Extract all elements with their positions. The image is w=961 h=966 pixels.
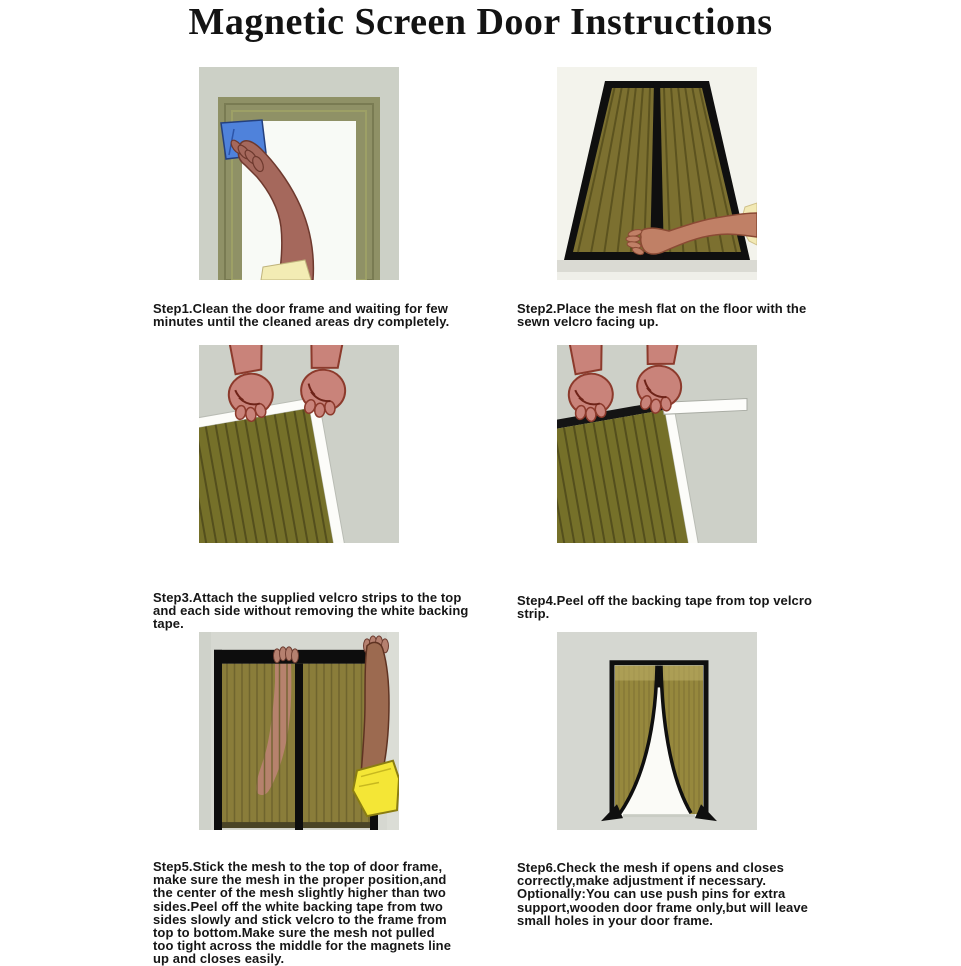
step5-caption: Step5.Stick the mesh to the top of door frame, make sure the mesh in the proper position,and the center of the mesh slightly higher than two sides.Peel off the white backing tape from two sides slowly and stick velcro to the frame from top to bottom.Make sure the mesh not pulled too tight across the middle for the magnets line up and closes easily. xyxy=(153,859,452,966)
step3-illustration xyxy=(199,345,399,543)
check-mesh-drawing xyxy=(557,632,757,830)
step3-caption: Step3.Attach the supplied velcro strips to the top and each side without removing the white backing tape. xyxy=(153,590,469,632)
step5-illustration xyxy=(199,632,399,830)
cleaning-door-frame-drawing xyxy=(199,67,399,280)
peel-tape-drawing xyxy=(557,345,757,543)
stick-mesh-drawing xyxy=(199,632,399,830)
step1-caption: Step1.Clean the door frame and waiting for few minutes until the cleaned areas dry completely. xyxy=(153,301,450,330)
mesh-on-floor-drawing xyxy=(557,67,757,280)
right-arm xyxy=(361,642,389,778)
step2-caption: Step2.Place the mesh flat on the floor with the sewn velcro facing up. xyxy=(517,301,807,330)
step2-illustration xyxy=(557,67,757,280)
center-divider xyxy=(295,664,303,830)
attach-velcro-drawing xyxy=(199,345,399,543)
step4-caption: Step4.Peel off the backing tape from top velcro strip. xyxy=(517,593,813,622)
left-velcro-bar xyxy=(214,650,222,830)
step4-illustration xyxy=(557,345,757,543)
step6-caption: Step6.Check the mesh if opens and closes correctly,make adjustment if necessary. Optionally:You can use push pins for extra support,wooden door frame only,but will leave small holes in your door frame. xyxy=(517,860,809,928)
step1-illustration xyxy=(199,67,399,280)
page-title: Magnetic Screen Door Instructions xyxy=(188,1,773,43)
step6-illustration xyxy=(557,632,757,830)
